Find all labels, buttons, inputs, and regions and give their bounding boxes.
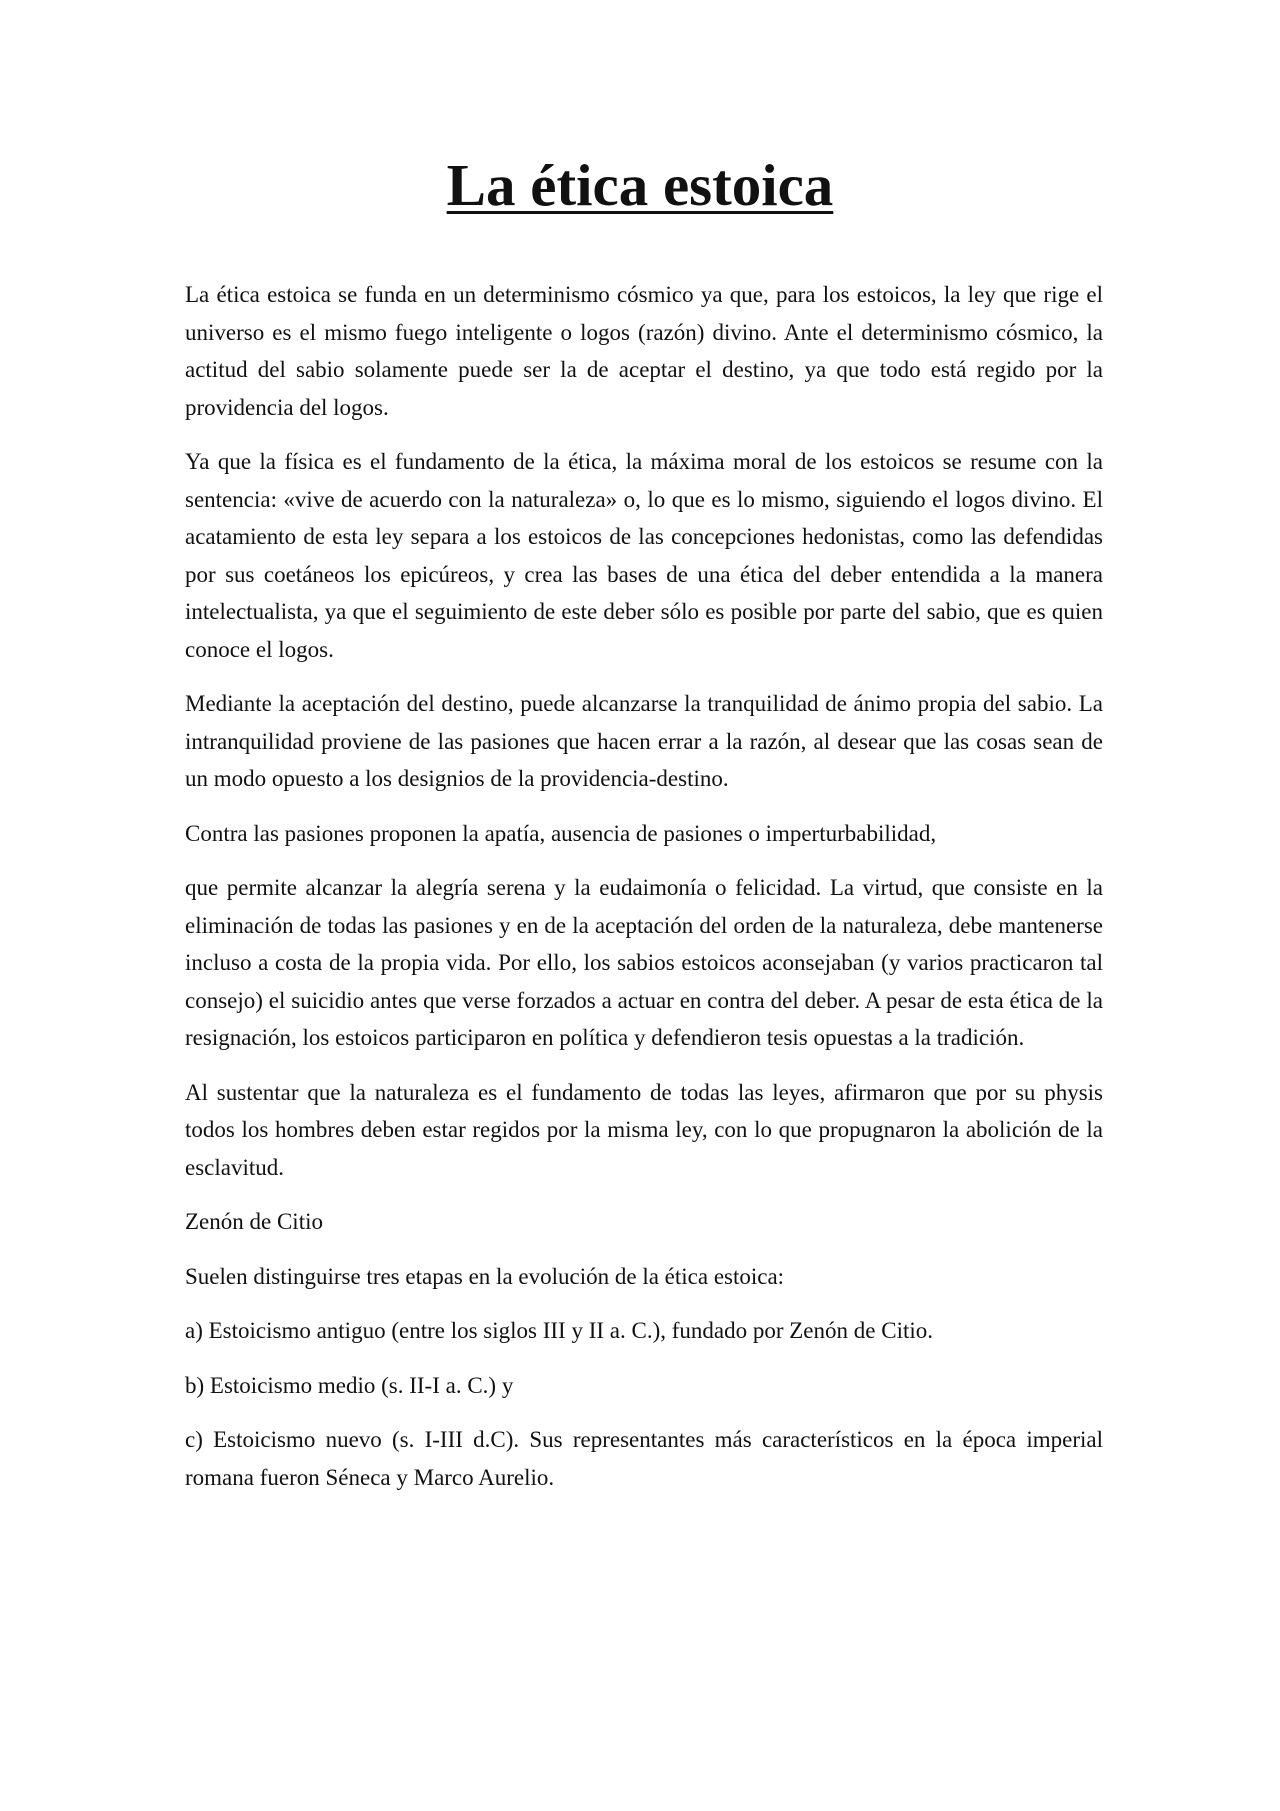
paragraph-apathy: Contra las pasiones proponen la apatía, ausencia de pasiones o imperturbabilidad,	[185, 820, 937, 846]
list-item-stage-b: b) Estoicismo medio (s. II-I a. C.) y	[185, 1372, 514, 1398]
document-title: La ética estoica	[446, 152, 834, 218]
paragraph-stages-intro: Suelen distinguirse tres etapas en la evolución de la ética estoica:	[185, 1263, 785, 1289]
paragraph-zenon: Zenón de Citio	[185, 1209, 323, 1234]
paragraph-natural-law: Al sustentar que la naturaleza es el fundamento de todas las leyes, afirmaron que por su physis todos los hombres deben estar regidos por la misma ley, con lo que propugnaron la abolición de la esclavitud.	[185, 1079, 1103, 1180]
paragraph-destiny-acceptance: Mediante la aceptación del destino, puede alcanzarse la tranquilidad de ánimo propia del sabio. La intranquilidad proviene de las pasiones que hacen errar a la razón, al desear que las cosas sean de un modo opuesto a los designios de la providencia-destino.	[185, 691, 1103, 791]
paragraph-moral-maxim: Ya que la física es el fundamento de la ética, la máxima moral de los estoicos se resume con la sentencia: «vive de acuerdo con la naturaleza» o, lo que es lo mismo, siguiendo el logos divino. El acatamiento de esta ley separa a los estoicos de las concepciones hedonistas, como las defendidas por sus coetáneos los epicúreos, y crea las bases de una ética del deber entendida a la manera intelectualista, ya que el seguimiento de este deber sólo es posible por parte del sabio, que es quien conoce el logos.	[185, 449, 1103, 662]
list-item-stage-a: a) Estoicismo antiguo (entre los siglos III y II a. C.), fundado por Zenón de Citio.	[185, 1318, 933, 1343]
paragraph-virtue: que permite alcanzar la alegría serena y la eudaimonía o felicidad. La virtud, que consiste en la eliminación de todas las pasiones y en de la aceptación del orden de la naturaleza, debe mantenerse incluso a costa de la propia vida. Por ello, los sabios estoicos aconsejaban (y varios practicaron tal consejo) el suicidio antes que verse forzados a actuar en contra del deber. A pesar de esta ética de la resignación, los estoicos participaron en política y defendieron tesis opuestas a la tradición.	[185, 875, 1103, 1050]
document-body	[185, 276, 1103, 1513]
list-item-stage-c: c) Estoicismo nuevo (s. I-III d.C). Sus representantes más característicos en la época imperial romana fueron Séneca y Marco Aurelio.	[185, 1427, 1103, 1490]
paragraph-determinism: La ética estoica se funda en un determinismo cósmico ya que, para los estoicos, la ley que rige el universo es el mismo fuego inteligente o logos (razón) divino. Ante el determinismo cósmico, la actitud del sabio solamente puede ser la de aceptar el destino, ya que todo está regido por la providencia del logos.	[185, 282, 1103, 420]
